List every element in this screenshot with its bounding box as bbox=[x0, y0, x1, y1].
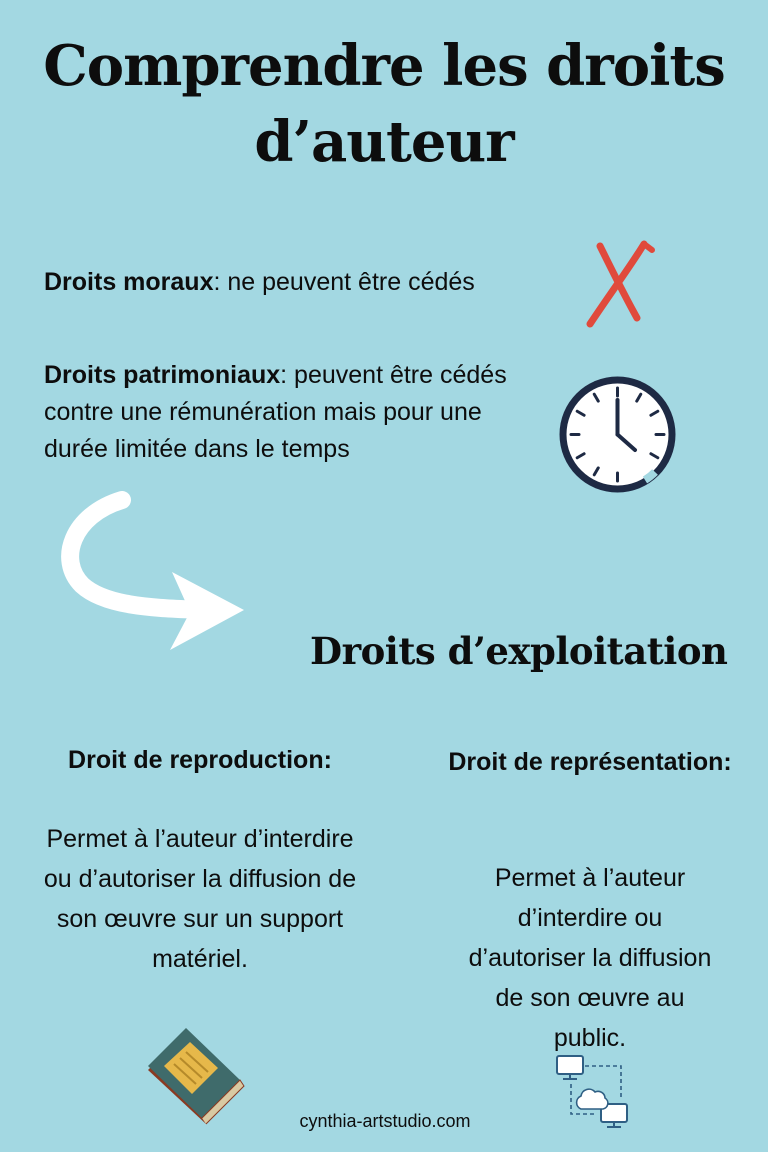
network-icon bbox=[551, 1052, 641, 1142]
droits-patrimoniaux-label: Droits patrimoniaux bbox=[44, 361, 281, 389]
curved-arrow-icon bbox=[52, 490, 252, 665]
droits-patrimoniaux-text bbox=[44, 357, 524, 468]
droits-moraux-description: : ne peuvent être cédés bbox=[213, 268, 475, 296]
droits-moraux-label: Droits moraux bbox=[44, 268, 214, 296]
clock-icon bbox=[555, 372, 680, 497]
droits-patrimoniaux-description: : peuvent être cédés contre une rémunération mais pour une durée limitée dans le temps bbox=[44, 361, 507, 463]
page-title bbox=[0, 28, 768, 180]
reproduction-heading: Droit de reproduction: bbox=[68, 746, 332, 774]
page-title-line-2: d’auteur bbox=[254, 109, 514, 175]
representation-heading: Droit de représentation: bbox=[448, 748, 732, 776]
representation-description: Permet à l’auteur d’interdire ou d’autoriser la diffusion de son œuvre au public. bbox=[468, 864, 712, 1052]
page-title-line-1: Comprendre les droits bbox=[43, 33, 725, 99]
footer-website: cynthia-artstudio.com bbox=[299, 1111, 471, 1131]
droits-moraux-text bbox=[44, 264, 564, 301]
section-title-exploitation: Droits d’exploitation bbox=[310, 629, 728, 673]
x-cross-icon bbox=[582, 236, 656, 328]
reproduction-description: Permet à l’auteur d’interdire ou d’autoriser la diffusion de son œuvre sur un support matériel. bbox=[43, 825, 357, 973]
